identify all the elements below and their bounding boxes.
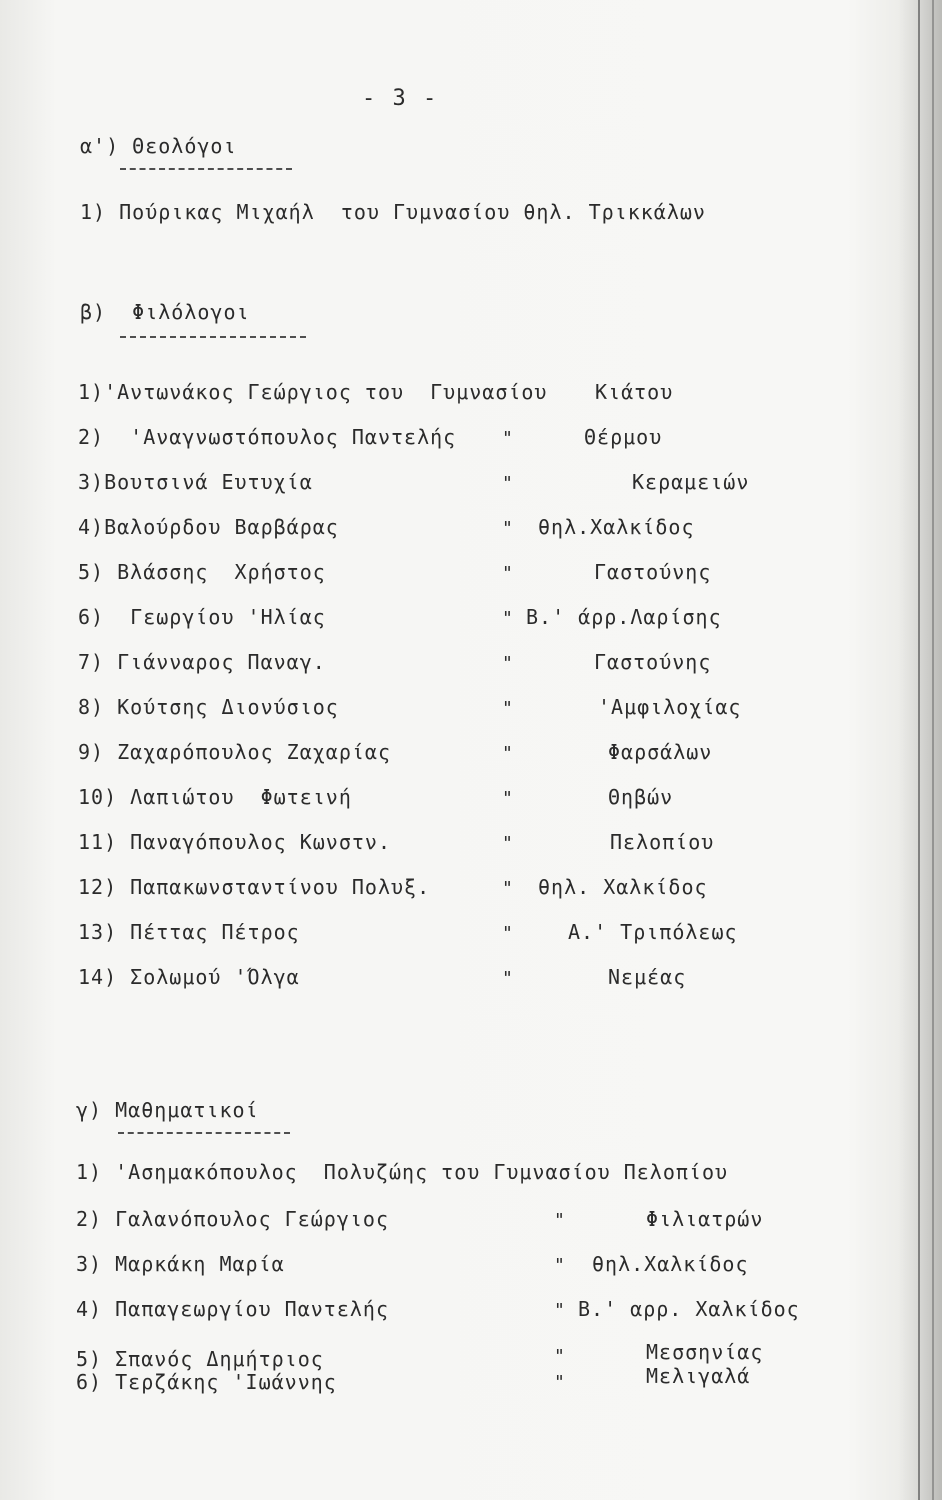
list-item-school: Φιλιατρών — [646, 1207, 764, 1231]
ditto-mark: " — [502, 428, 513, 449]
list-item-school: Φαρσάλων — [608, 740, 713, 764]
ditto-mark: " — [554, 1300, 565, 1321]
list-item-school: Μελιγαλά — [646, 1364, 751, 1388]
list-item-school: θηλ.Χαλκίδος — [538, 515, 695, 539]
list-item-name: 5) Βλάσσης Χρήστος — [78, 560, 326, 584]
list-item-school: Πελοπίου — [610, 830, 715, 854]
list-item-school: 'Αμφιλοχίας — [598, 695, 742, 719]
ditto-mark: " — [554, 1372, 565, 1393]
list-item-name: 11) Παναγόπουλος Κωνστν. — [78, 830, 391, 854]
list-item-name: 9) Ζαχαρόπουλος Ζαχαρίας — [78, 740, 391, 764]
list-item-name: 10) Λαπιώτου Φωτεινή — [78, 785, 352, 809]
list-item-school: Α.' Τριπόλεως — [568, 920, 738, 944]
list-item-name: 4) Παπαγεωργίου Παντελής — [76, 1297, 389, 1321]
ditto-mark: " — [502, 833, 513, 854]
heading-underline — [118, 1132, 290, 1134]
section-heading-filologoi: β) Φιλόλογοι — [80, 300, 250, 324]
list-item-name: 4)Βαλούρδου Βαρβάρας — [78, 515, 339, 539]
binding-line — [918, 0, 920, 1500]
ditto-mark: " — [502, 608, 513, 629]
section-heading-theologoi: α') Θεολόγοι — [80, 134, 237, 158]
list-item-name: 2) 'Αναγνωστόπουλος Παντελής — [78, 425, 457, 449]
list-item-name: 7) Γιάνναρος Παναγ. — [78, 650, 326, 674]
list-item-name: 3)Βουτσινά Ευτυχία — [78, 470, 313, 494]
list-item-school: θηλ.Χαλκίδος — [592, 1252, 749, 1276]
ditto-mark: " — [554, 1210, 565, 1231]
list-item-name: 1)'Αντωνάκος Γεώργιος του Γυμνασίου — [78, 380, 548, 404]
ditto-mark: " — [502, 788, 513, 809]
list-item-school: Νεμέας — [608, 965, 687, 989]
list-item-name: 1) 'Ασημακόπουλος Πολυζώης του Γυμνασίου Πελοπίου — [76, 1160, 729, 1184]
ditto-mark: " — [502, 878, 513, 899]
heading-underline — [120, 336, 306, 338]
page-edge-shadow — [898, 0, 942, 1500]
list-item-school: Γαστούνης — [594, 560, 712, 584]
list-item-school: Μεσσηνίας — [646, 1340, 764, 1364]
list-item-school: Κεραμειών — [632, 470, 750, 494]
list-item-school: Θηβών — [608, 785, 674, 809]
list-item-name: 14) Σολωμού 'Όλγα — [78, 965, 300, 989]
ditto-mark: " — [502, 743, 513, 764]
ditto-mark: " — [502, 923, 513, 944]
list-item-name: 2) Γαλανόπουλος Γεώργιος — [76, 1207, 389, 1231]
list-item-name: 8) Κούτσης Διονύσιος — [78, 695, 339, 719]
ditto-mark: " — [502, 518, 513, 539]
section-heading-mathimatikoi: γ) Μαθηματικοί — [76, 1098, 259, 1122]
page-number: - 3 - — [362, 86, 439, 111]
heading-underline — [120, 168, 292, 170]
list-item-school: θηλ. Χαλκίδος — [538, 875, 708, 899]
ditto-mark: " — [554, 1255, 565, 1276]
ditto-mark: " — [502, 563, 513, 584]
list-item-school: Θέρμου — [584, 425, 663, 449]
list-item-school: Γαστούνης — [594, 650, 712, 674]
ditto-mark: " — [502, 473, 513, 494]
list-item-name: 3) Μαρκάκη Μαρία — [76, 1252, 285, 1276]
ditto-mark: " — [502, 968, 513, 989]
list-item-name: 12) Παπακωνσταντίνου Πολυξ. — [78, 875, 431, 899]
binding-line — [932, 0, 934, 1500]
ditto-mark: " — [502, 653, 513, 674]
list-item-name: 13) Πέττας Πέτρος — [78, 920, 300, 944]
list-item-name: 6) Τερζάκης 'Ιωάννης — [76, 1370, 337, 1394]
ditto-mark: " — [554, 1346, 565, 1367]
list-item-school: Β.' άρρ.Λαρίσης — [526, 605, 722, 629]
list-item-name: 6) Γεωργίου 'Ηλίας — [78, 605, 326, 629]
list-item-school: Β.' αρρ. Χαλκίδος — [578, 1297, 800, 1321]
list-item-name: 5) Σπανός Δημήτριος — [76, 1347, 324, 1371]
list-item-school: Κιάτου — [595, 380, 674, 404]
ditto-mark: " — [502, 698, 513, 719]
list-item: 1) Πούρικας Μιχαήλ του Γυμνασίου θηλ. Τρικκάλων — [80, 200, 706, 224]
